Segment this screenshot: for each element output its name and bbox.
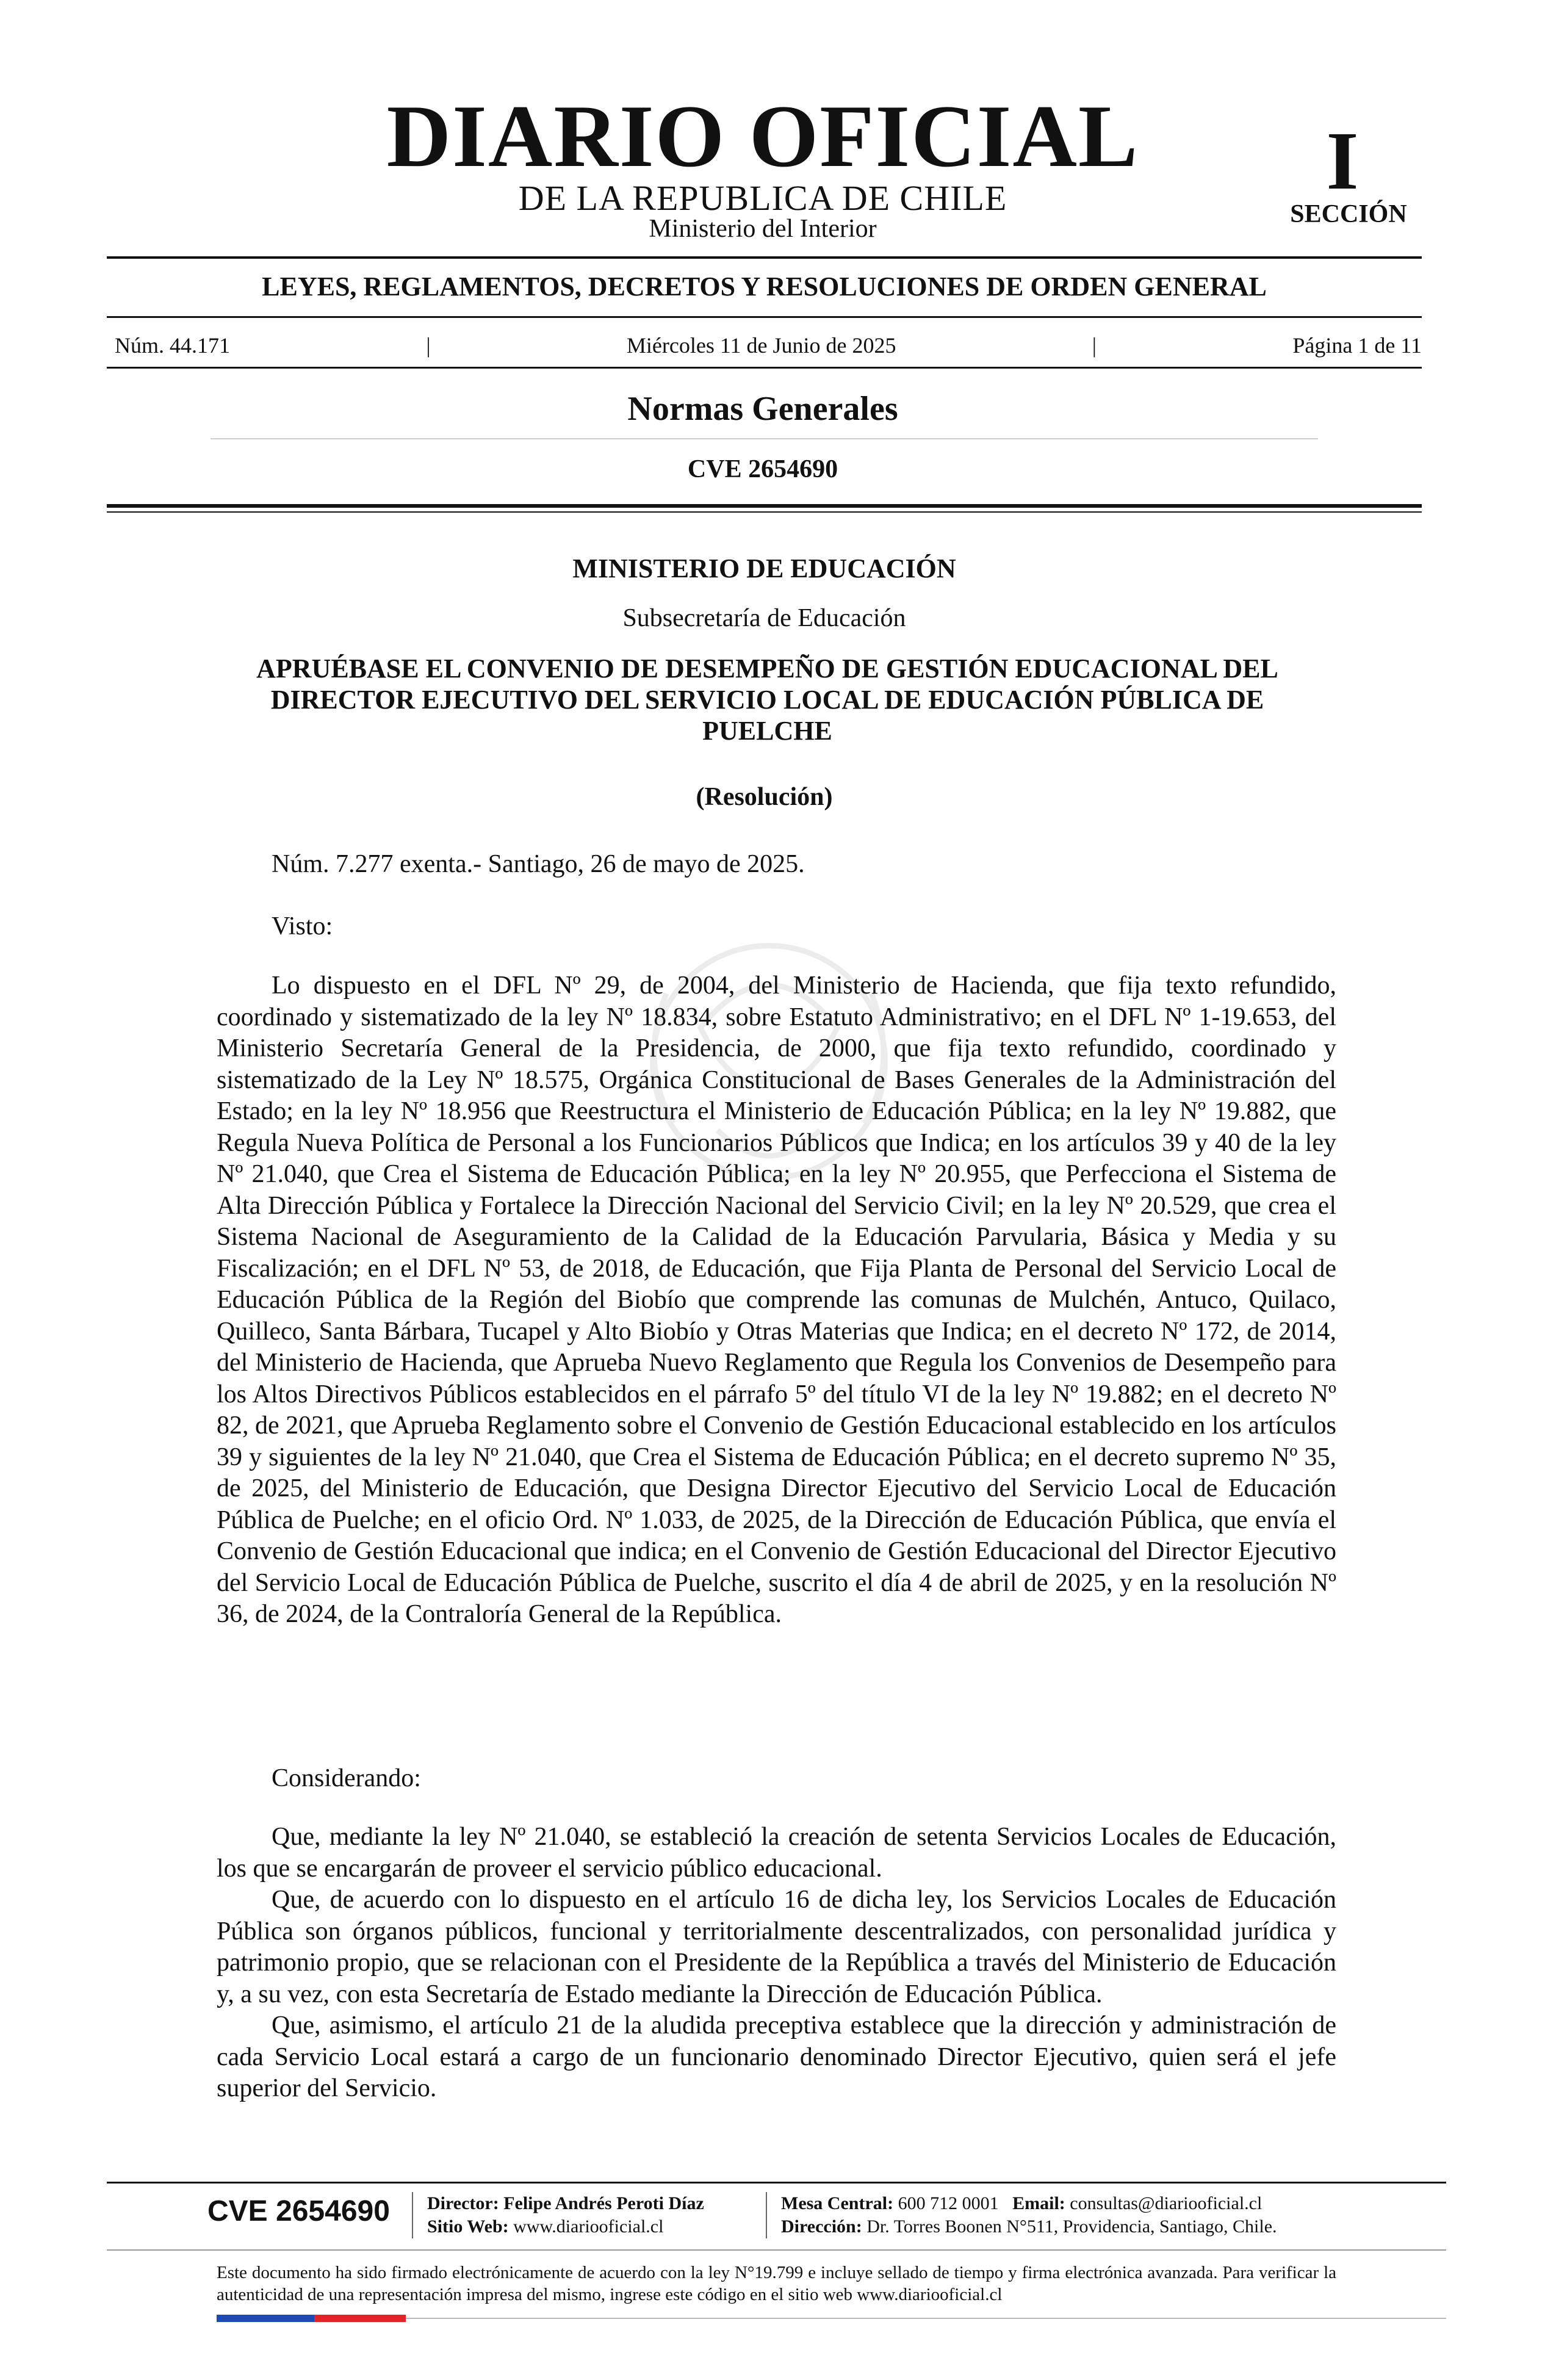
considerando-paragraph: Que, de acuerdo con lo dispuesto en el artículo 16 de dicha ley, los Servicios Locales de Educación Pública son órganos públicos, funcional y territorialmente descentralizados, con personalidad jurídica y patrimonio propio, que se relacionan con el Presidente de la República a través del Ministerio de Educación y, a su vez, con esta Secretaría de Estado mediante la Dirección de Educación Pública. <box>217 1886 1336 2008</box>
issue-date: Miércoles 11 de Junio de 2025 <box>626 333 896 358</box>
issue-separator: | <box>426 333 431 358</box>
section-number: I <box>1326 115 1359 207</box>
considerando-label: Considerando: <box>272 1764 421 1792</box>
flag-stripe-blue <box>217 2315 314 2322</box>
website-link[interactable]: www.diariooficial.cl <box>513 2216 664 2237</box>
address-label: Dirección: <box>781 2216 862 2237</box>
masthead-divider <box>107 256 1422 259</box>
masthead-ministry: Ministerio del Interior <box>649 215 877 243</box>
category-heading: LEYES, REGLAMENTOS, DECRETOS Y RESOLUCIONES DE ORDEN GENERAL <box>262 272 1267 301</box>
footer-separator <box>412 2192 413 2238</box>
flag-stripe-line <box>406 2318 1446 2319</box>
document-title: APRUÉBASE EL CONVENIO DE DESEMPEÑO DE GESTIÓN EDUCACIONAL DEL DIRECTOR EJECUTIVO DEL SERVICIO LOCAL DE EDUCACIÓN PÚBLICA DE PUELCHE <box>256 654 1278 746</box>
resolution-number: Núm. 7.277 exenta.- Santiago, 26 de mayo de 2025. <box>272 850 805 878</box>
footer-cve: CVE 2654690 <box>207 2195 390 2227</box>
considerando-paragraph: Que, asimismo, el artículo 21 de la aludida preceptiva establece que la dirección y administración de cada Servicio Local estará a cargo de un funcionario denominado Director Ejecutivo, quien será el jefe superior del Servicio. <box>217 2011 1336 2102</box>
document-ministry: MINISTERIO DE EDUCACIÓN <box>572 554 956 583</box>
email-link[interactable]: consultas@diariooficial.cl <box>1070 2193 1262 2213</box>
masthead-subtitle: DE LA REPUBLICA DE CHILE <box>518 178 1007 218</box>
footer-disclaimer: Este documento ha sido firmado electrónicamente de acuerdo con la ley N°19.799 e incluye sellado de tiempo y firma electrónica avanzada. Para verificar la autenticidad de una representación impresa del mismo, ingrese este código en el sitio web www.diariooficial.cl <box>217 2263 1336 2304</box>
issue-divider <box>107 367 1422 369</box>
address-text: Dr. Torres Boonen N°511, Providencia, Santiago, Chile. <box>866 2216 1277 2237</box>
visto-text: Lo dispuesto en el DFL Nº 29, de 2004, del Ministerio de Hacienda, que fija texto refundido, coordinado y sistematizado de la ley Nº 18.834, sobre Estatuto Administrativo; en el DFL Nº 1-19.653, del Ministerio Secretaría General de la Presidencia, de 2000, que fija texto refundido, coordinado y sistematizado de la Ley Nº 18.575, Orgánica Constitucional de Bases Generales de la Administración del Estado; en la ley Nº 18.956 que Reestructura el Ministerio de Educación Pública; en la ley Nº 19.882, que Regula Nueva Política de Personal a los Funcionarios Públicos que Indica; en los artículos 39 y 40 de la ley Nº 21.040, que Crea el Sistema de Educación Pública; en la ley Nº 20.955, que Perfecciona el Sistema de Alta Dirección Pública y Fortalece la Dirección Nacional del Servicio Civil; en la ley Nº 20.529, que crea el Sistema Nacional de Aseguramiento de la Calidad de la Educación Parvularia, Básica y Media y su Fiscalización; en el DFL Nº 53, de 2018, de Educación, que Fija Planta de Personal del Servicio Local de Educación Pública de la Región del Biobío que comprende las comunas de Mulchén, Antuco, Quilaco, Quilleco, Santa Bárbara, Tucapel y Alto Biobío y Otras Materias que Indica; en el decreto Nº 172, de 2014, del Ministerio de Hacienda, que Aprueba Nuevo Reglamento que Regula los Convenios de Desempeño para los Altos Directivos Públicos establecidos en el párrafo 5º del título VI de la ley Nº 19.882; en el decreto Nº 82, de 2021, que Aprueba Reglamento sobre el Convenio de Gestión Educacional establecido en los artículos 39 y siguientes de la ley Nº 21.040, que Crea el Sistema de Educación Pública; en el decreto supremo Nº 35, de 2025, del Ministerio de Educación, que Designa Director Ejecutivo del Servicio Local de Educación Pública de Puelche; en el oficio Ord. Nº 1.033, de 2025, de la Dirección de Educación Pública, que envía el Convenio de Gestión Educacional que indica; en el Convenio de Gestión Educacional del Director Ejecutivo del Servicio Local de Educación Pública de Puelche, suscrito el día 4 de abril de 2025, y en la resolución Nº 36, de 2024, de la Contraloría General de la República. <box>217 972 1336 1628</box>
footer-contact-block <box>781 2192 1277 2238</box>
email-label: Email: <box>1012 2193 1065 2213</box>
masthead-title: DIARIO OFICIAL <box>386 87 1139 186</box>
footer-director-block <box>427 2192 704 2238</box>
phone-number: 600 712 0001 <box>898 2193 999 2213</box>
cve-code: CVE 2654690 <box>687 455 838 483</box>
director-name: Felipe Andrés Peroti Díaz <box>503 2193 704 2213</box>
phone-label: Mesa Central: <box>781 2193 894 2213</box>
footer-divider <box>107 2182 1446 2183</box>
considerando-section <box>217 1822 1336 2105</box>
visto-label: Visto: <box>272 912 333 940</box>
issue-page: Página 1 de 11 <box>1292 333 1422 358</box>
considerando-paragraph: Que, mediante la ley Nº 21.040, se estableció la creación de setenta Servicios Locales de Educación, los que se encargarán de proveer el servicio público educacional. <box>217 1823 1336 1883</box>
footer-thin-divider <box>107 2249 1446 2251</box>
issue-number: Núm. 44.171 <box>115 333 230 358</box>
visto-paragraph <box>217 970 1336 1631</box>
section-heading-divider <box>211 438 1318 439</box>
section-label: SECCIÓN <box>1290 200 1407 228</box>
flag-stripe-red <box>314 2315 406 2322</box>
issue-info-bar <box>115 334 1422 356</box>
footer-separator <box>766 2192 767 2238</box>
category-divider <box>107 316 1422 318</box>
document-type: (Resolución) <box>696 783 833 811</box>
header-thick-divider <box>107 504 1422 508</box>
section-heading: Normas Generales <box>627 390 898 428</box>
header-thin-divider <box>107 511 1422 513</box>
document-subsecretaria: Subsecretaría de Educación <box>622 604 906 632</box>
director-label: Director: <box>427 2193 499 2213</box>
website-label: Sitio Web: <box>427 2216 509 2237</box>
issue-separator: | <box>1092 333 1097 358</box>
